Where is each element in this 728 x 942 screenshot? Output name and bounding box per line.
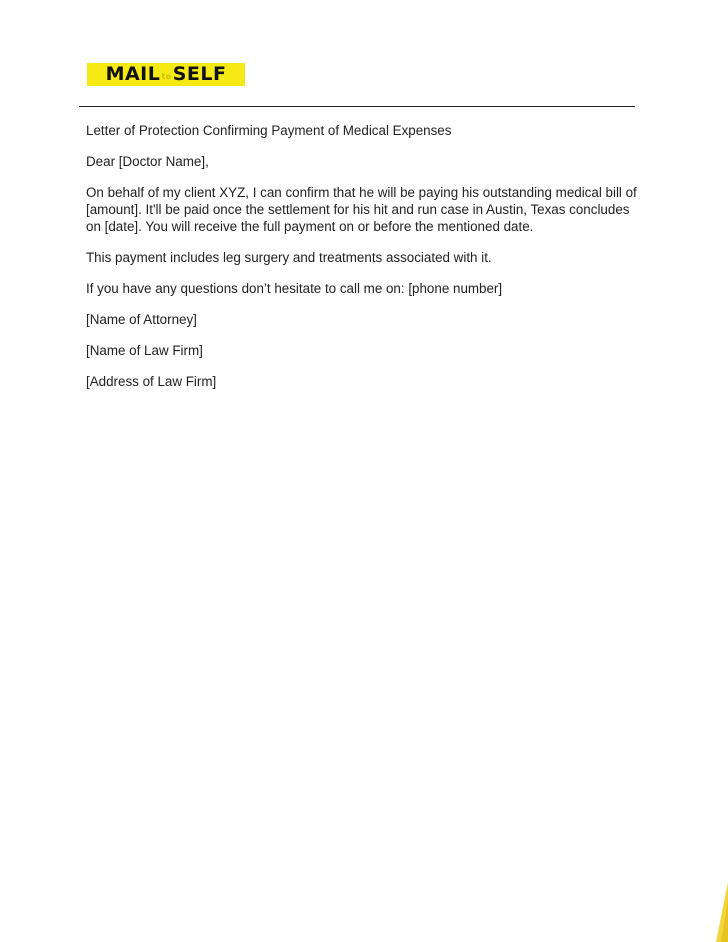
header-divider bbox=[79, 106, 635, 107]
corner-decoration bbox=[716, 882, 728, 942]
signature-law-firm: [Name of Law Firm] bbox=[86, 343, 203, 358]
letter-body-paragraph-1: On behalf of my client XYZ, I can confirm that he will be paying his outstanding medical bill of [amount]. It'll be paid once the settlement for his hit and run case in Austin, Texas concludes on [date]. You will receive the full payment on or before the mentioned date. bbox=[86, 185, 637, 234]
letter-body-paragraph-2: This payment includes leg surgery and treatments associated with it. bbox=[86, 250, 492, 265]
letter-subject: Letter of Protection Confirming Payment of Medical Expenses bbox=[86, 123, 452, 138]
letter-body-paragraph-3: If you have any questions don’t hesitate to call me on: [phone number] bbox=[86, 281, 503, 296]
letter-content bbox=[86, 122, 642, 404]
letter-salutation: Dear [Doctor Name], bbox=[86, 154, 209, 169]
mailtoself-logo bbox=[87, 63, 245, 86]
logo-text-self: SELF bbox=[172, 63, 227, 85]
logo-text-to: to bbox=[161, 72, 172, 81]
signature-attorney-name: [Name of Attorney] bbox=[86, 312, 197, 327]
signature-law-firm-address: [Address of Law Firm] bbox=[86, 374, 217, 389]
logo-text-mail: MAIL bbox=[105, 63, 161, 85]
